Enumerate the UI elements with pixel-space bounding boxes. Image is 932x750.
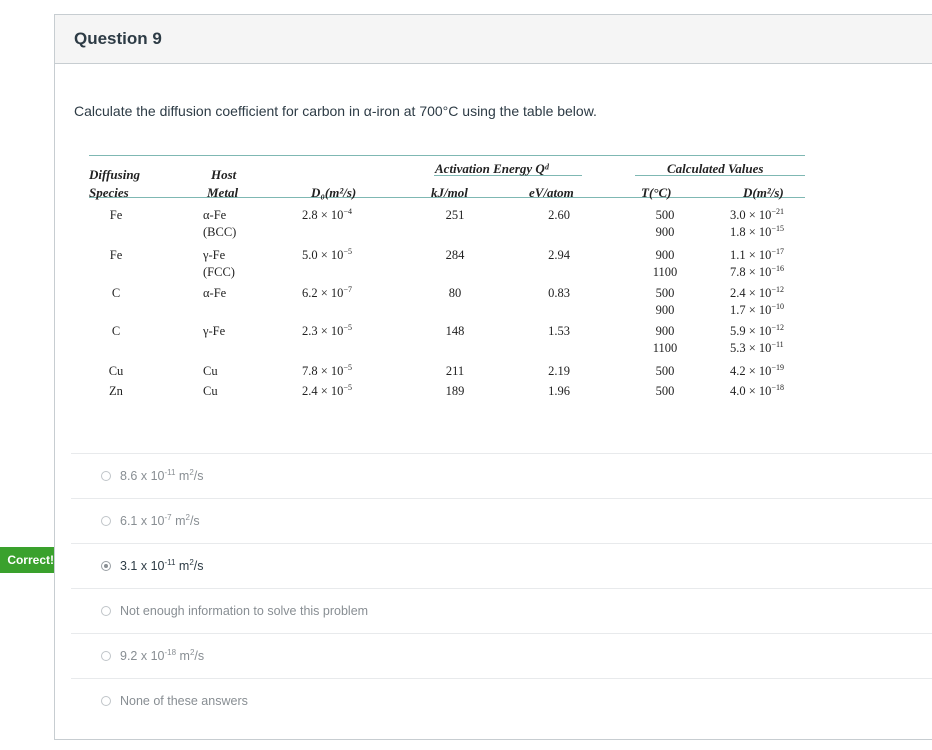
cell-kjmol: 211	[445, 364, 465, 378]
header-calculated-values: Calculated Values	[667, 161, 764, 176]
radio-icon[interactable]	[101, 696, 111, 706]
cell-d0: $2.4 \times 10^{-5}$	[302, 382, 352, 398]
header-kjmol: kJ/mol	[431, 185, 468, 200]
header-evatom: eV/atom	[529, 185, 574, 200]
answer-label: None of these answers	[120, 694, 248, 708]
cell-kjmol: 80	[448, 286, 462, 300]
cell-evatom: 0.83	[548, 286, 570, 300]
header-metal: Metal	[207, 185, 239, 200]
cell-kjmol: 189	[445, 384, 465, 398]
cell-d: $3.0 \times 10^{-21}$ $1.8 \times 10^{-15}$	[730, 206, 784, 239]
cell-kjmol: 284	[445, 248, 465, 262]
question-title: Question 9	[74, 29, 162, 48]
cell-d0: $2.3 \times 10^{-5}$	[302, 322, 352, 338]
cell-d: $5.9 \times 10^{-12}$ $5.3 \times 10^{-11}$	[730, 322, 784, 355]
cell-kjmol: 251	[445, 208, 465, 222]
cell-temperature: 500 900	[655, 208, 675, 239]
radio-icon[interactable]	[101, 516, 111, 526]
cell-species: Zn	[109, 384, 123, 398]
correct-flag-label: Correct!	[0, 547, 56, 573]
header-species: Species	[89, 185, 129, 200]
cell-host: α-Fe (BCC)	[203, 208, 237, 239]
answer-option[interactable]	[71, 588, 932, 633]
cell-evatom: 2.19	[548, 364, 570, 378]
cell-species: Cu	[108, 364, 124, 378]
question-header	[55, 15, 932, 64]
answer-option[interactable]	[71, 498, 932, 543]
answer-list	[71, 453, 932, 723]
answer-option[interactable]	[71, 453, 932, 498]
cell-temperature: 900 1100	[652, 248, 678, 279]
cell-host: α-Fe	[203, 286, 227, 300]
answer-option[interactable]	[71, 678, 932, 723]
cell-d0: $7.8 \times 10^{-5}$	[302, 362, 352, 378]
cell-d: $4.2 \times 10^{-19}$	[730, 362, 784, 378]
cell-species: C	[111, 286, 121, 300]
cell-temperature: 500	[655, 384, 675, 398]
answer-label: 6.1 x $10^{-7}$ $m^2/s$	[120, 512, 200, 528]
cell-host: Cu	[203, 364, 218, 378]
question-prompt: Calculate the diffusion coefficient for carbon in α-iron at 700°C using the table below.	[74, 103, 597, 119]
cell-d: $1.1 \times 10^{-17}$ $7.8 \times 10^{-16}$	[730, 246, 784, 279]
answer-option[interactable]	[71, 543, 932, 588]
radio-icon[interactable]	[101, 471, 111, 481]
cell-species: Fe	[109, 208, 123, 222]
cell-host: Cu	[203, 384, 218, 398]
radio-selected-icon[interactable]	[101, 561, 111, 571]
answer-label: 8.6 x $10^{-11}$ $m^2/s$	[120, 467, 204, 483]
cell-host: γ-Fe (FCC)	[203, 248, 235, 279]
cell-temperature: 500	[655, 364, 675, 378]
answer-label: 9.2 x $10^{-18}$ $m^2/s$	[120, 647, 205, 663]
cell-evatom: 2.60	[548, 208, 570, 222]
radio-icon[interactable]	[101, 651, 111, 661]
cell-species: C	[111, 324, 121, 338]
cell-d: $2.4 \times 10^{-12}$ $1.7 \times 10^{-10}$	[730, 284, 784, 317]
question-card	[54, 14, 932, 740]
header-temperature: T(°C)	[641, 185, 672, 200]
cell-evatom: 1.96	[548, 384, 570, 398]
cell-evatom: 2.94	[548, 248, 570, 262]
radio-icon[interactable]	[101, 606, 111, 616]
answer-label: 3.1 x $10^{-11}$ $m^2/s$	[120, 557, 204, 573]
header-activation-energy: Activation Energy Qᵈ	[435, 161, 549, 176]
cell-d0: $2.8 \times 10^{-4}$	[302, 206, 352, 222]
cell-temperature: 500 900	[655, 286, 675, 317]
cell-host: γ-Fe	[203, 324, 226, 338]
header-d: D(m²/s)	[743, 185, 784, 200]
cell-kjmol: 148	[445, 324, 465, 338]
cell-evatom: 1.53	[548, 324, 570, 338]
header-host: Host	[211, 167, 237, 182]
table-top-rule	[89, 155, 805, 156]
answer-label: Not enough information to solve this problem	[120, 604, 369, 618]
cell-d0: $6.2 \times 10^{-7}$	[302, 284, 352, 300]
header-diffusing: Diffusing	[89, 167, 141, 182]
cell-species: Fe	[109, 248, 123, 262]
answer-option[interactable]	[71, 633, 932, 678]
header-d0: D₀(m²/s)	[311, 185, 357, 200]
cell-d0: $5.0 \times 10^{-5}$	[302, 246, 352, 262]
cell-d: $4.0 \times 10^{-18}$	[730, 382, 784, 398]
cell-temperature: 900 1100	[652, 324, 678, 355]
